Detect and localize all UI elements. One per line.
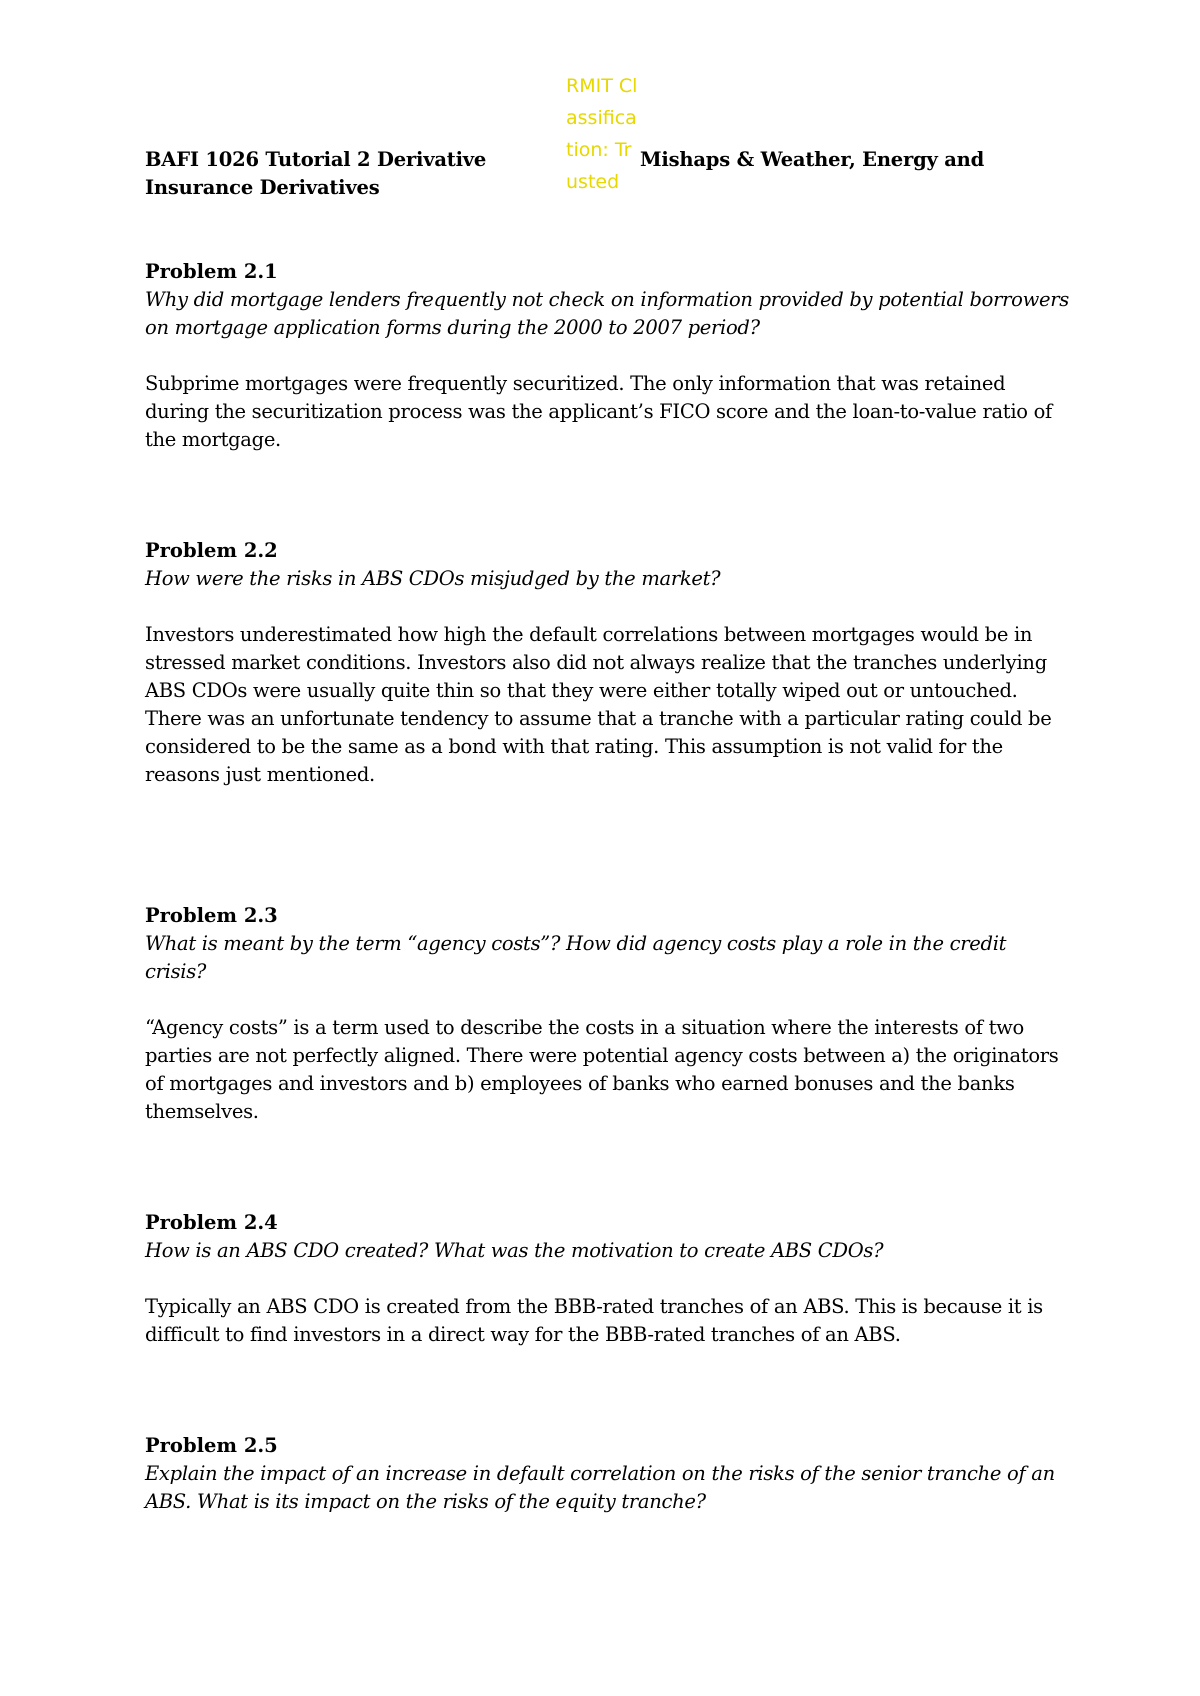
classification-label: RMIT Classification: Trusted	[566, 75, 638, 193]
problem-heading: Problem 2.1	[145, 260, 278, 283]
problem-answer: Subprime mortgages were frequently securitized. The only information that was retained during the securitization process was the applicant’s FICO score and the loan-to-value ratio of the mortgage.	[145, 372, 1052, 451]
problem-heading: Problem 2.2	[145, 539, 278, 562]
problem-2-1	[145, 258, 1070, 454]
problem-heading: Problem 2.3	[145, 904, 278, 927]
problem-answer: Typically an ABS CDO is created from the BBB-rated tranches of an ABS. This is because it is difficult to find investors in a direct way for the BBB-rated tranches of an ABS.	[145, 1295, 1043, 1346]
problem-heading: Problem 2.4	[145, 1211, 278, 1234]
problem-heading: Problem 2.5	[145, 1434, 278, 1457]
problem-2-3	[145, 902, 1070, 1126]
problem-question: What is meant by the term “agency costs”? How did agency costs play a role in the credit crisis?	[145, 932, 1007, 983]
problem-question: Explain the impact of an increase in default correlation on the risks of the senior tranche of an ABS. What is its impact on the risks of the equity tranche?	[145, 1462, 1055, 1513]
problem-question: Why did mortgage lenders frequently not check on information provided by potential borrowers on mortgage application forms during the 2000 to 2007 period?	[145, 288, 1069, 339]
problem-answer: “Agency costs” is a term used to describe the costs in a situation where the interests of two parties are not perfectly aligned. There were potential agency costs between a) the originators of mortgages and investors and b) employees of banks who earned bonuses and the banks themselves.	[145, 1016, 1059, 1123]
document-title-right: Mishaps & Weather, Energy and	[640, 148, 985, 171]
problem-question: How is an ABS CDO created? What was the motivation to create ABS CDOs?	[145, 1239, 884, 1262]
problem-2-2	[145, 537, 1070, 789]
document-title-left: BAFI 1026 Tutorial 2 Derivative Insurance Derivatives	[145, 148, 487, 199]
problem-2-5	[145, 1432, 1070, 1516]
problem-question: How were the risks in ABS CDOs misjudged by the market?	[145, 567, 721, 590]
problem-2-4	[145, 1209, 1070, 1349]
problem-answer: Investors underestimated how high the default correlations between mortgages would be in stressed market conditions. Investors also did not always realize that the tranches underlying ABS CDOs were usually quite thin so that they were either totally wiped out or untouched. There was an unfortunate tendency to assume that a tranche with a particular rating could be considered to be the same as a bond with that rating. This assumption is not valid for the reasons just mentioned.	[145, 623, 1052, 786]
